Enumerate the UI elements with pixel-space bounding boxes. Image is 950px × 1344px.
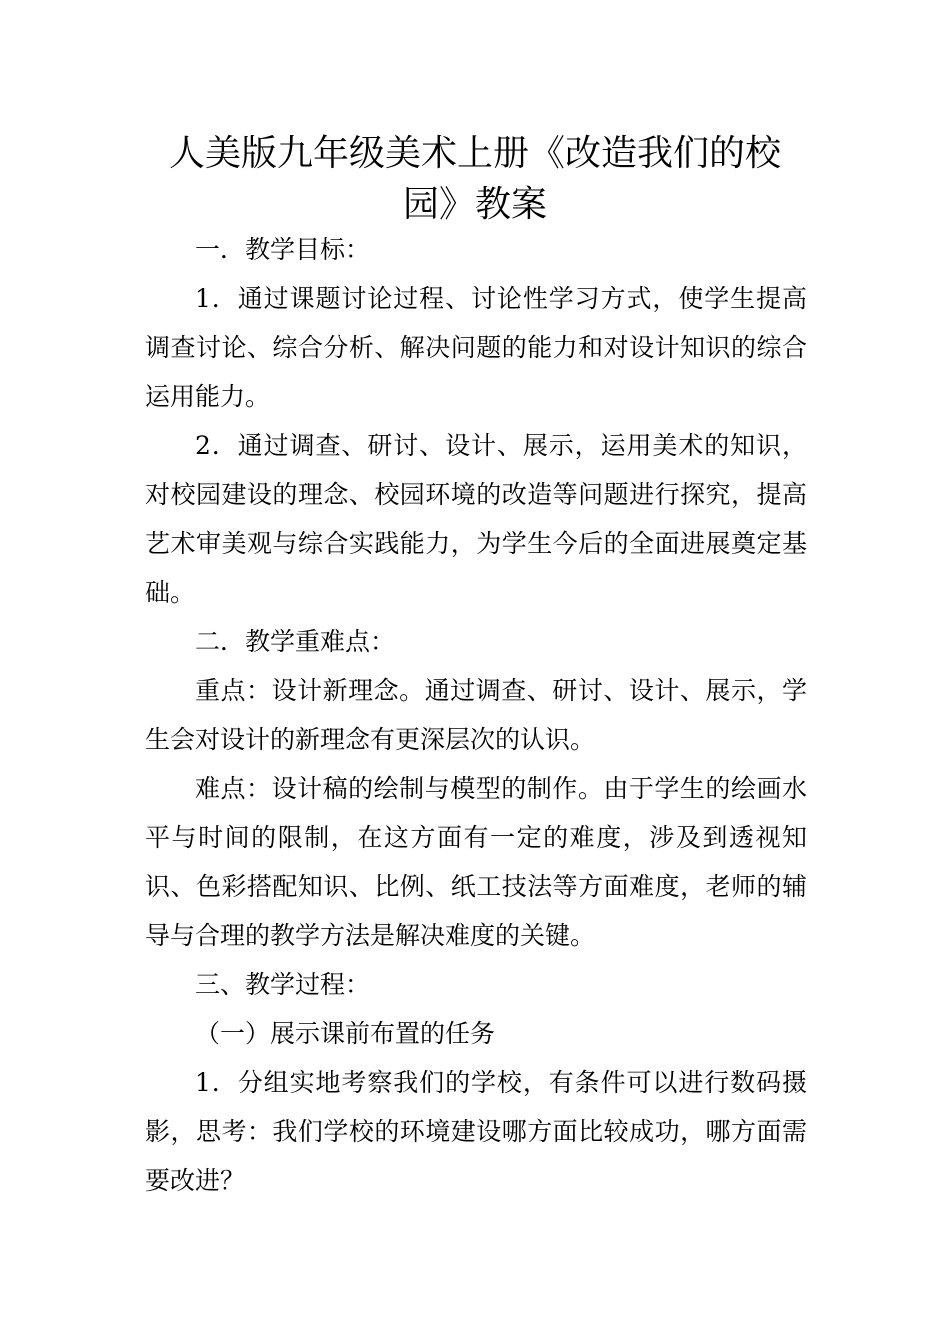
heading-key-difficult-points: 二．教学重难点： <box>195 627 396 656</box>
document-title <box>145 128 805 230</box>
objective-1: 1．通过课题讨论过程、讨论性学习方式，使学生提高调查讨论、综合分析、解决问题的能力和对设计知识的综合运用能力。 <box>145 284 807 411</box>
document-body <box>145 225 807 1205</box>
heading-teaching-process: 三、教学过程： <box>195 970 371 999</box>
process-step-1: 1．分组实地考察我们的学校，有条件可以进行数码摄影，思考：我们学校的环境建设哪方面比较成功，哪方面需要改进？ <box>145 1068 807 1195</box>
subheading-show-tasks: （一）展示课前布置的任务 <box>195 1019 496 1048</box>
difficult-point: 难点：设计稿的绘制与模型的制作。由于学生的绘画水平与时间的限制，在这方面有一定的难度，涉及到透视知识、色彩搭配知识、比例、纸工技法等方面难度，老师的辅导与合理的教学方法是解决难度的关键。 <box>145 774 807 950</box>
objective-2: 2．通过调查、研讨、设计、展示，运用美术的知识，对校园建设的理念、校园环境的改造等问题进行探究，提高艺术审美观与综合实践能力，为学生今后的全面进展奠定基础。 <box>145 431 807 607</box>
title-line-2: 园》教案 <box>402 184 547 225</box>
heading-teaching-objectives: 一．教学目标： <box>195 235 371 264</box>
title-line-1: 人美版九年级美术上册《改造我们的校 <box>168 133 781 174</box>
key-point: 重点：设计新理念。通过调查、研讨、设计、展示，学生会对设计的新理念有更深层次的认识。 <box>145 676 807 754</box>
